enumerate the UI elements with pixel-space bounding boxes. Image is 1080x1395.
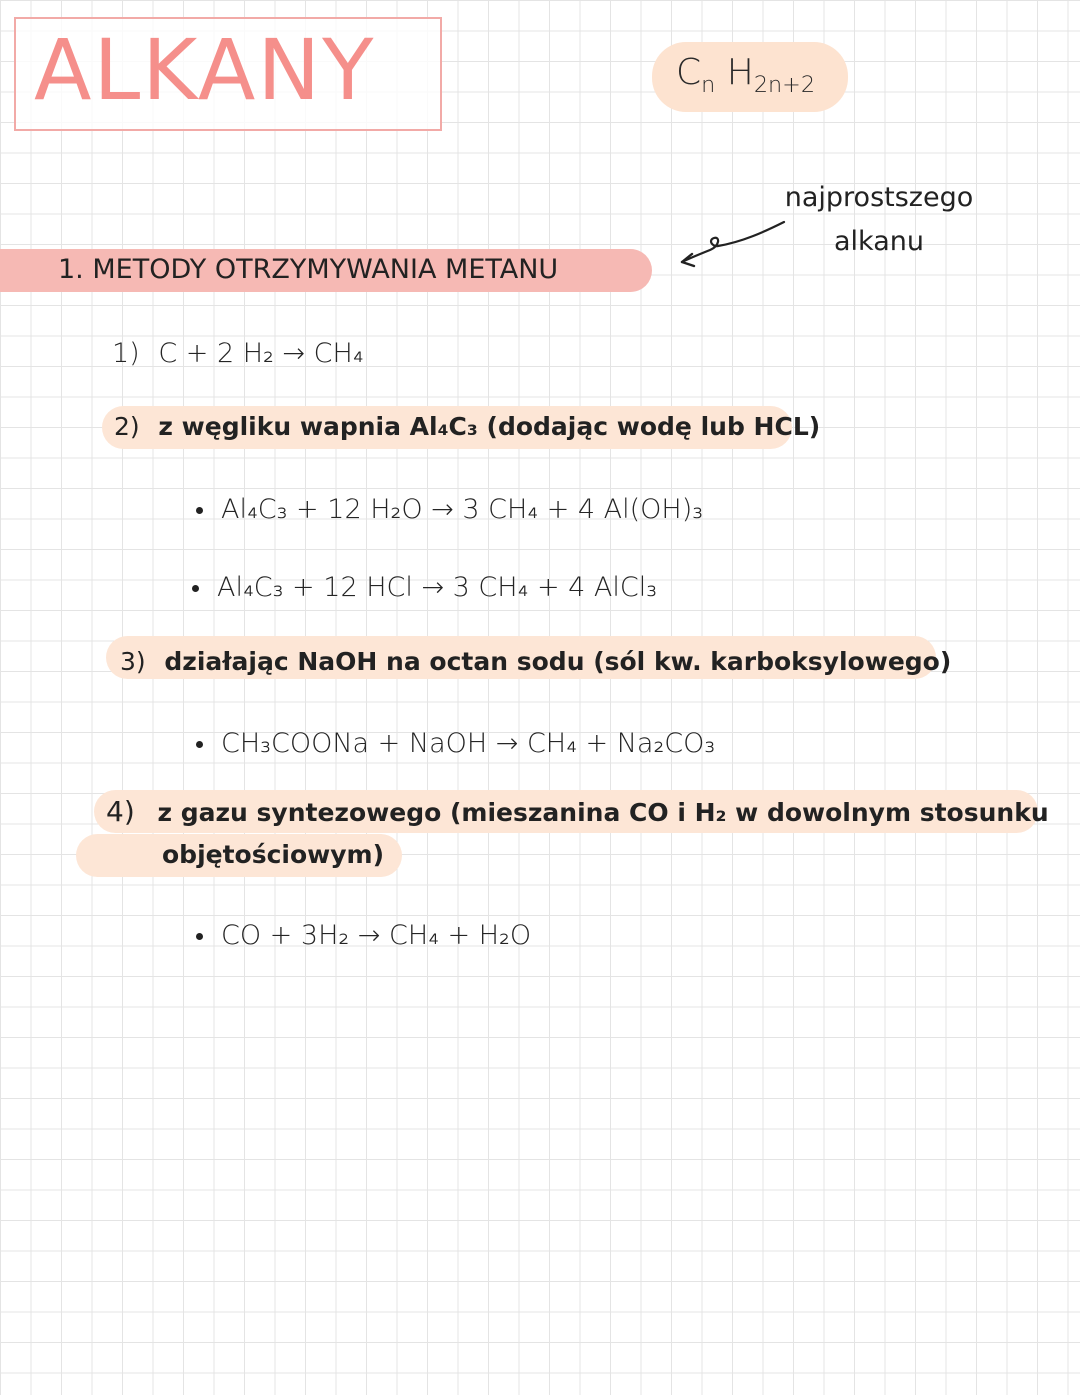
bullet-icon bbox=[196, 933, 203, 940]
method-1 bbox=[112, 336, 364, 372]
general-formula: $C_n$ $H_{2n+2}$ bbox=[676, 52, 816, 98]
method-3 bbox=[120, 645, 951, 679]
method-2-text: z węgliku wapnia Al₄C₃ (dodając wodę lub HCL) bbox=[158, 412, 821, 441]
method-4 bbox=[106, 795, 1049, 830]
method-2-equation-2: Al₄C₃ + 12 HCl → 3 CH₄ + 4 AlCl₃ bbox=[192, 570, 657, 606]
method-2-equation-1: Al₄C₃ + 12 H₂O → 3 CH₄ + 4 Al(OH)₃ bbox=[196, 492, 703, 528]
method-2 bbox=[114, 410, 820, 444]
bullet-icon bbox=[196, 741, 203, 748]
curved-arrow-icon bbox=[672, 216, 788, 272]
method-4-text-line2: objętościowym) bbox=[162, 840, 385, 869]
bullet-icon bbox=[192, 585, 199, 592]
method-3-equation-1: CH₃COONa + NaOH → CH₄ + Na₂CO₃ bbox=[196, 726, 715, 762]
method-4-equation-1: CO + 3H₂ → CH₄ + H₂O bbox=[196, 918, 531, 954]
bullet-icon bbox=[196, 507, 203, 514]
method-4-number: 4) bbox=[106, 795, 135, 828]
method-4-text-line1: z gazu syntezowego (mieszanina CO i H₂ w dowolnym stosunku bbox=[157, 798, 1049, 827]
side-note-line2: alkanu bbox=[834, 226, 924, 257]
method-2-number: 2) bbox=[114, 412, 140, 441]
side-note-line1: najprostszego bbox=[784, 182, 974, 213]
method-3-number: 3) bbox=[120, 647, 146, 676]
side-note bbox=[772, 176, 986, 264]
method-1-number: 1) bbox=[112, 338, 140, 369]
method-1-equation: C + 2 H₂ → CH₄ bbox=[158, 338, 364, 369]
page-title: ALKANY bbox=[34, 21, 376, 119]
method-3-text: działając NaOH na octan sodu (sól kw. karboksylowego) bbox=[164, 647, 952, 676]
section-heading: 1. METODY OTRZYMYWANIA METANU bbox=[58, 254, 559, 285]
